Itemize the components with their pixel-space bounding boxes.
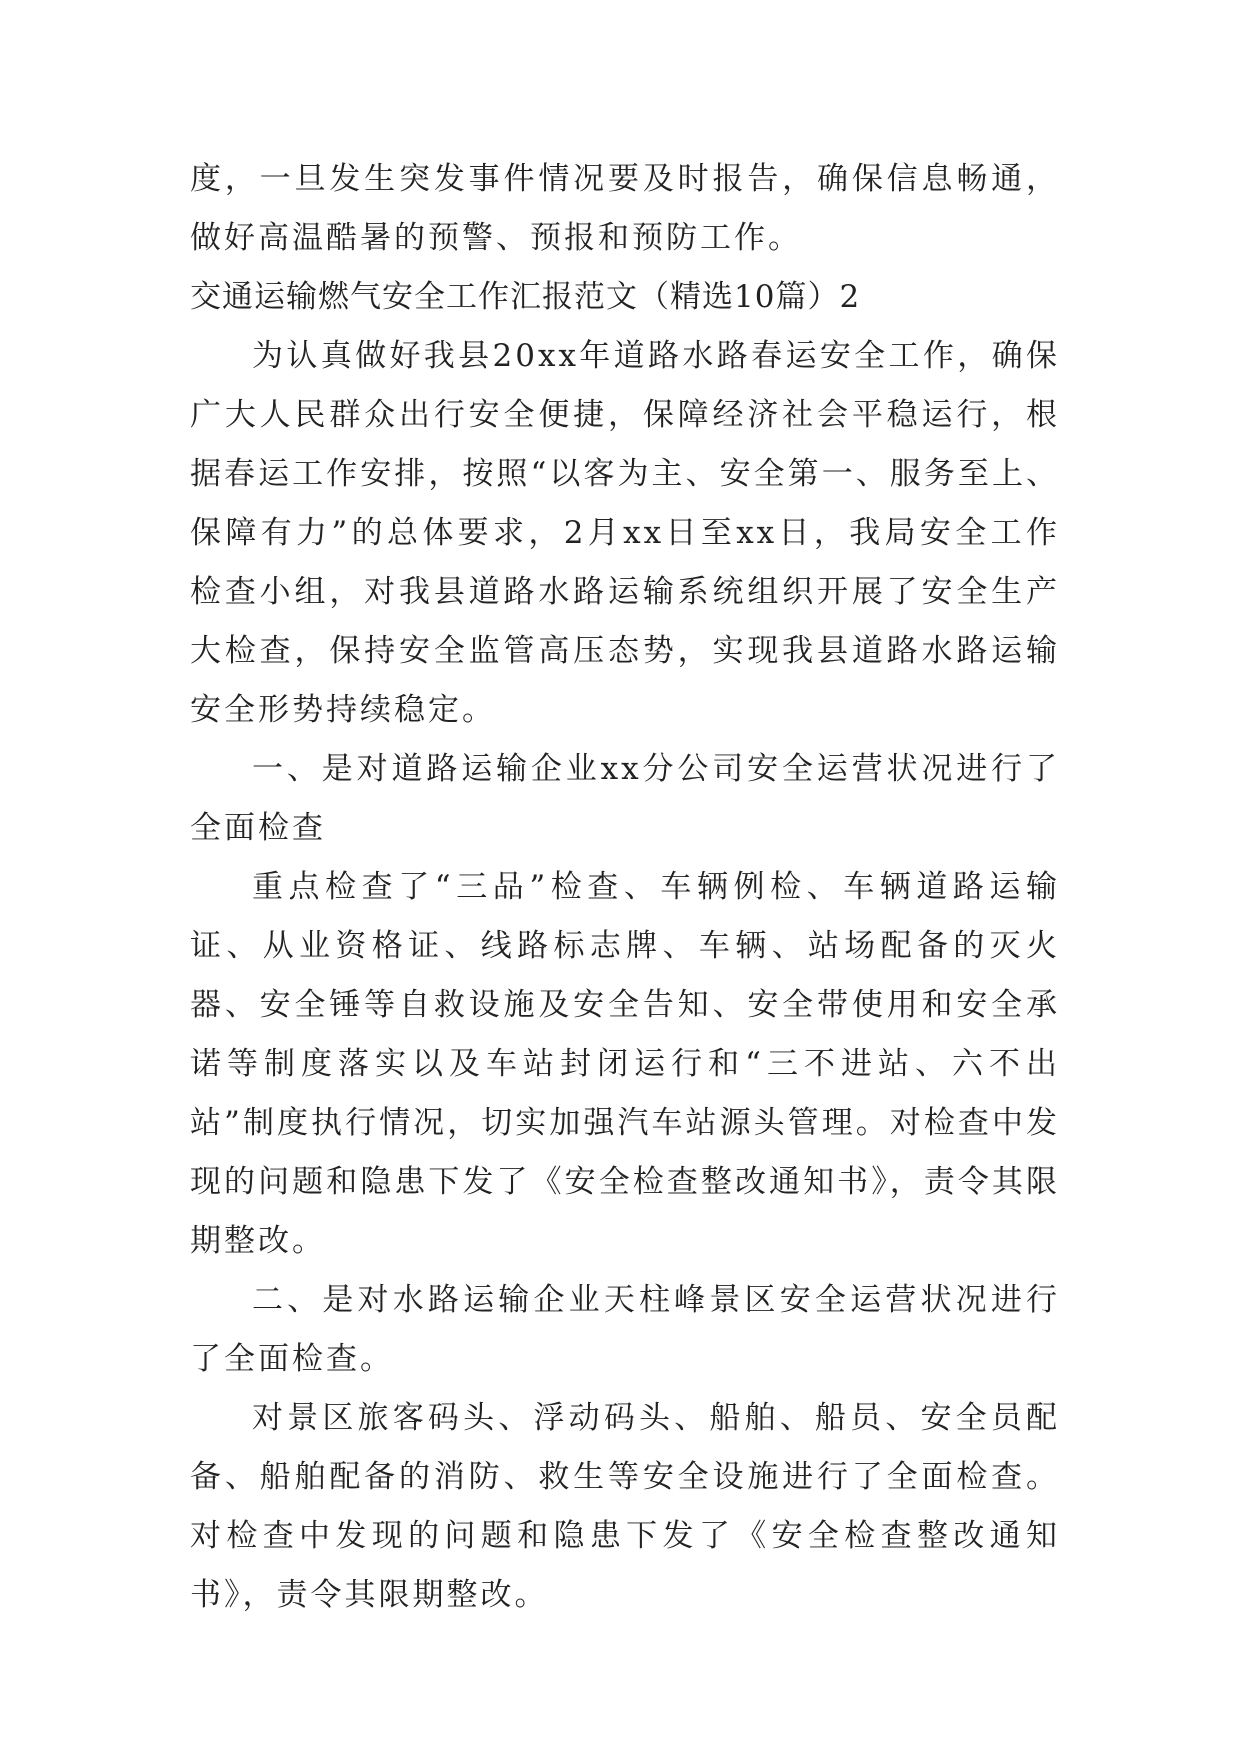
paragraph-water-inspection: 对景区旅客码头、浮动码头、船舶、船员、安全员配备、船舶配备的消防、救生等安全设施进行了全面检查。对检查中发现的问题和隐患下发了《安全检查整改通知书》，责令其限期整改。	[190, 1400, 1060, 1613]
paragraph-continuation: 度，一旦发生突发事件情况要及时报告，确保信息畅通，做好高温酷暑的预警、预报和预防工作。	[190, 161, 1060, 256]
subheading-water-transport: 二、是对水路运输企业天柱峰景区安全运营状况进行了全面检查。	[190, 1282, 1060, 1377]
document-body	[190, 150, 1060, 1625]
subheading-road-transport: 一、是对道路运输企业xx分公司安全运营状况进行了全面检查	[190, 751, 1060, 846]
paragraph-road-inspection: 重点检查了“三品”检查、车辆例检、车辆道路运输证、从业资格证、线路标志牌、车辆、站场配备的灭火器、安全锤等自救设施及安全告知、安全带使用和安全承诺等制度落实以及车站封闭运行和“三不进站、六不出站”制度执行情况，切实加强汽车站源头管理。对检查中发现的问题和隐患下发了《安全检查整改通知书》，责令其限期整改。	[190, 869, 1060, 1259]
paragraph-intro: 为认真做好我县20xx年道路水路春运安全工作，确保广大人民群众出行安全便捷，保障经济社会平稳运行，根据春运工作安排，按照“以客为主、安全第一、服务至上、保障有力”的总体要求，2月xx日至xx日，我局安全工作检查小组，对我县道路水路运输系统组织开展了安全生产大检查，保持安全监管高压态势，实现我县道路水路运输安全形势持续稳定。	[190, 338, 1060, 728]
section-heading: 交通运输燃气安全工作汇报范文（精选10篇）2	[190, 279, 861, 315]
